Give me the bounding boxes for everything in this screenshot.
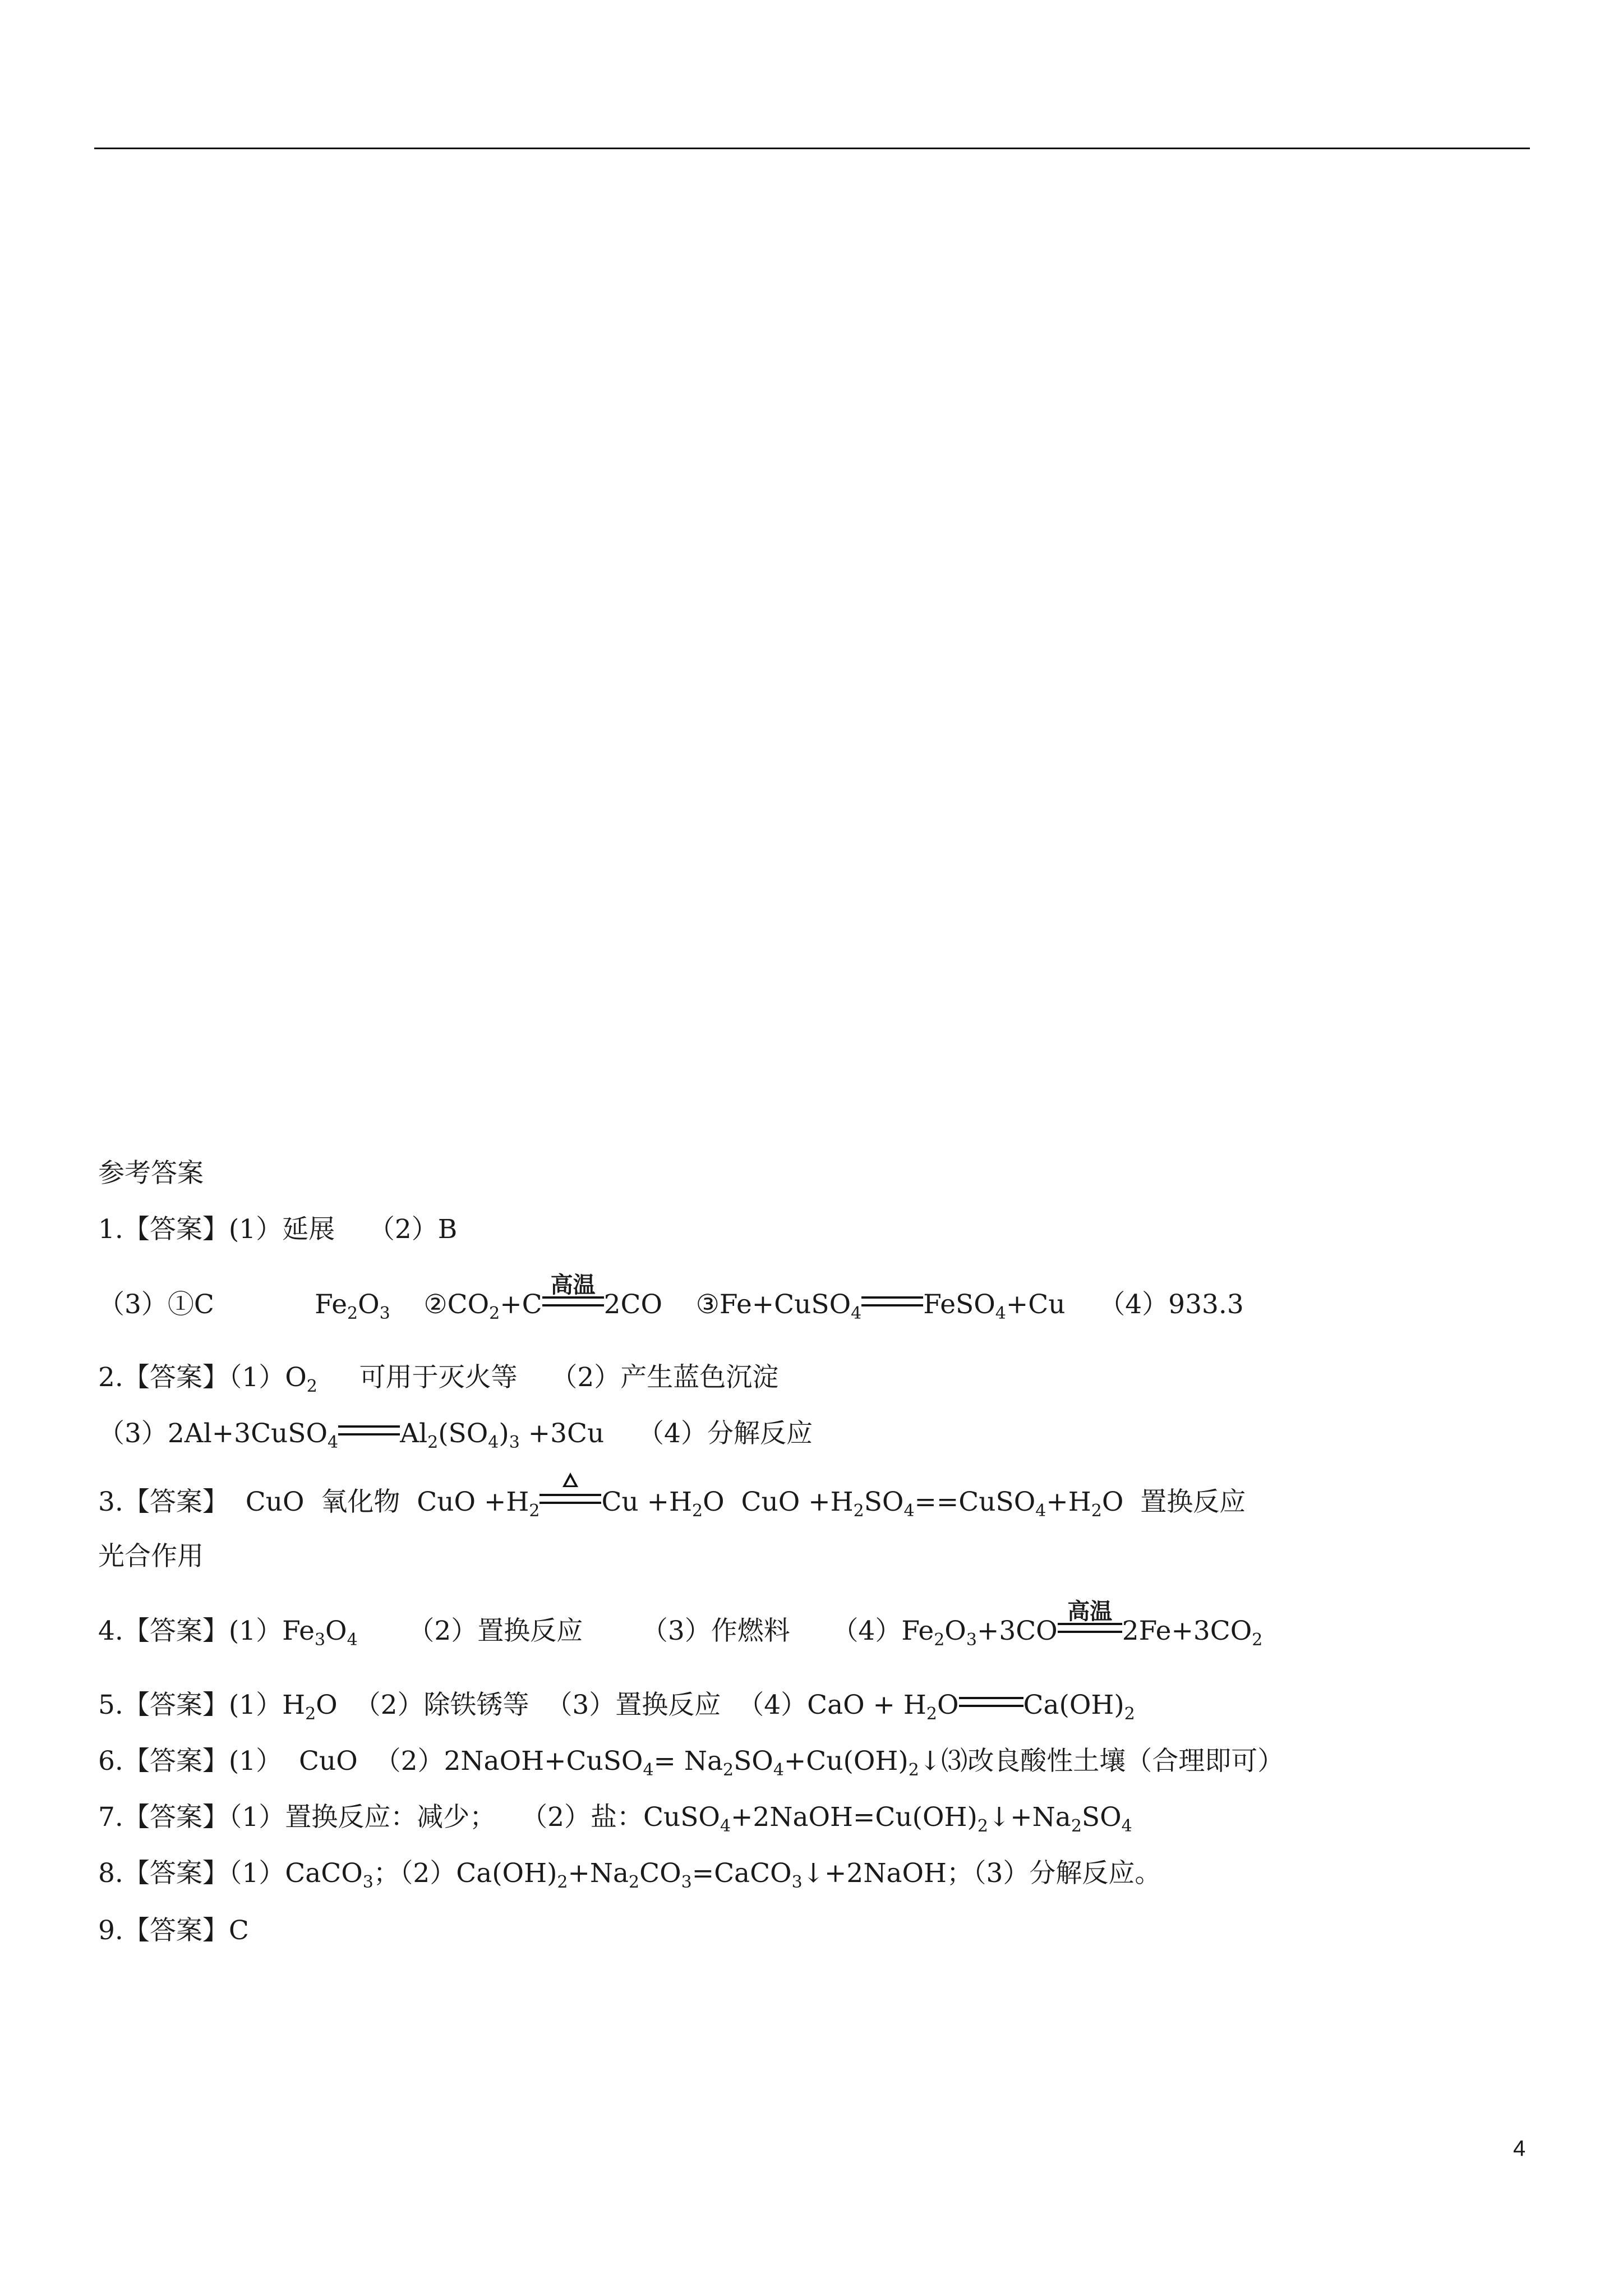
equals-sign bbox=[338, 1432, 400, 1442]
equals-sign bbox=[861, 1303, 923, 1313]
answer-8: 8.【答案】（1）CaCO$_3$；$(2)Ca(OH)_2+Na_2CO_3=CaCO_3↓+2NaOH$；（3）分解反应。 bbox=[98, 1858, 1161, 1892]
answer-2-line-1: 2.【答案】$(1)O_2$ 可用于灭火等 （2）产生蓝色沉淀 bbox=[98, 1362, 779, 1396]
header-rule bbox=[94, 148, 1530, 149]
answer-3-line-1: 3.【答案】 CuO 氧化物 CuO $+H_2$ $Cu +H_2O$ CuO $+H_2SO_4==CuSO_4+H_2O$ 置换反应 bbox=[98, 1485, 1246, 1519]
answer-9: 9.【答案】C bbox=[98, 1915, 249, 1946]
answer-7: 7.【答案】（1）置换反应：减少； （2）盐：$CuSO_4+2NaOH=Cu(OH)_2↓+Na_2SO_4$ bbox=[98, 1802, 1132, 1836]
answer-4: 4.【答案】$(1)Fe_3O_4$ （2）置换反应 （3）作燃料 $(4)Fe_2O_3+3CO$ 高温 $2Fe+3CO_2$ bbox=[98, 1599, 1263, 1650]
equals-sign bbox=[959, 1704, 1023, 1714]
high-temp-equals-sign: 高温 bbox=[1058, 1630, 1122, 1640]
page-number: 4 bbox=[1513, 2136, 1526, 2161]
heat-triangle-icon bbox=[562, 1473, 578, 1487]
answer-1-line-2: （3）①C $Fe_2O_3$ $②CO_2+C$ 高温 2CO ③Fe+CuSO$_4$ FeSO$_4$+Cu （4）933.3 bbox=[98, 1272, 1244, 1323]
answer-3-line-2: 光合作用 bbox=[98, 1541, 204, 1572]
heat-equals-sign bbox=[540, 1501, 601, 1511]
answer-2-line-2: （3）2Al+3CuSO$_4$ $Al_2(SO_4)_3 +3Cu$ （4）分解反应 bbox=[98, 1418, 813, 1452]
answer-6: 6.【答案】(1） CuO （2）2NaOH+CuSO$_4$= $Na_2SO_4+Cu(OH)_2↓⑶$改良酸性土壤（合理即可） bbox=[98, 1746, 1284, 1780]
answer-5: 5.【答案】$(1)H_2O$ （2）除铁锈等 （3）置换反应 $(4)CaO + H_2O$ $Ca(OH)_2$ bbox=[98, 1690, 1135, 1724]
answer-1-line-1: 1.【答案】(1）延展 （2）B bbox=[98, 1214, 458, 1245]
answers-title: 参考答案 bbox=[98, 1158, 204, 1189]
high-temp-equals-sign: 高温 bbox=[542, 1303, 604, 1313]
